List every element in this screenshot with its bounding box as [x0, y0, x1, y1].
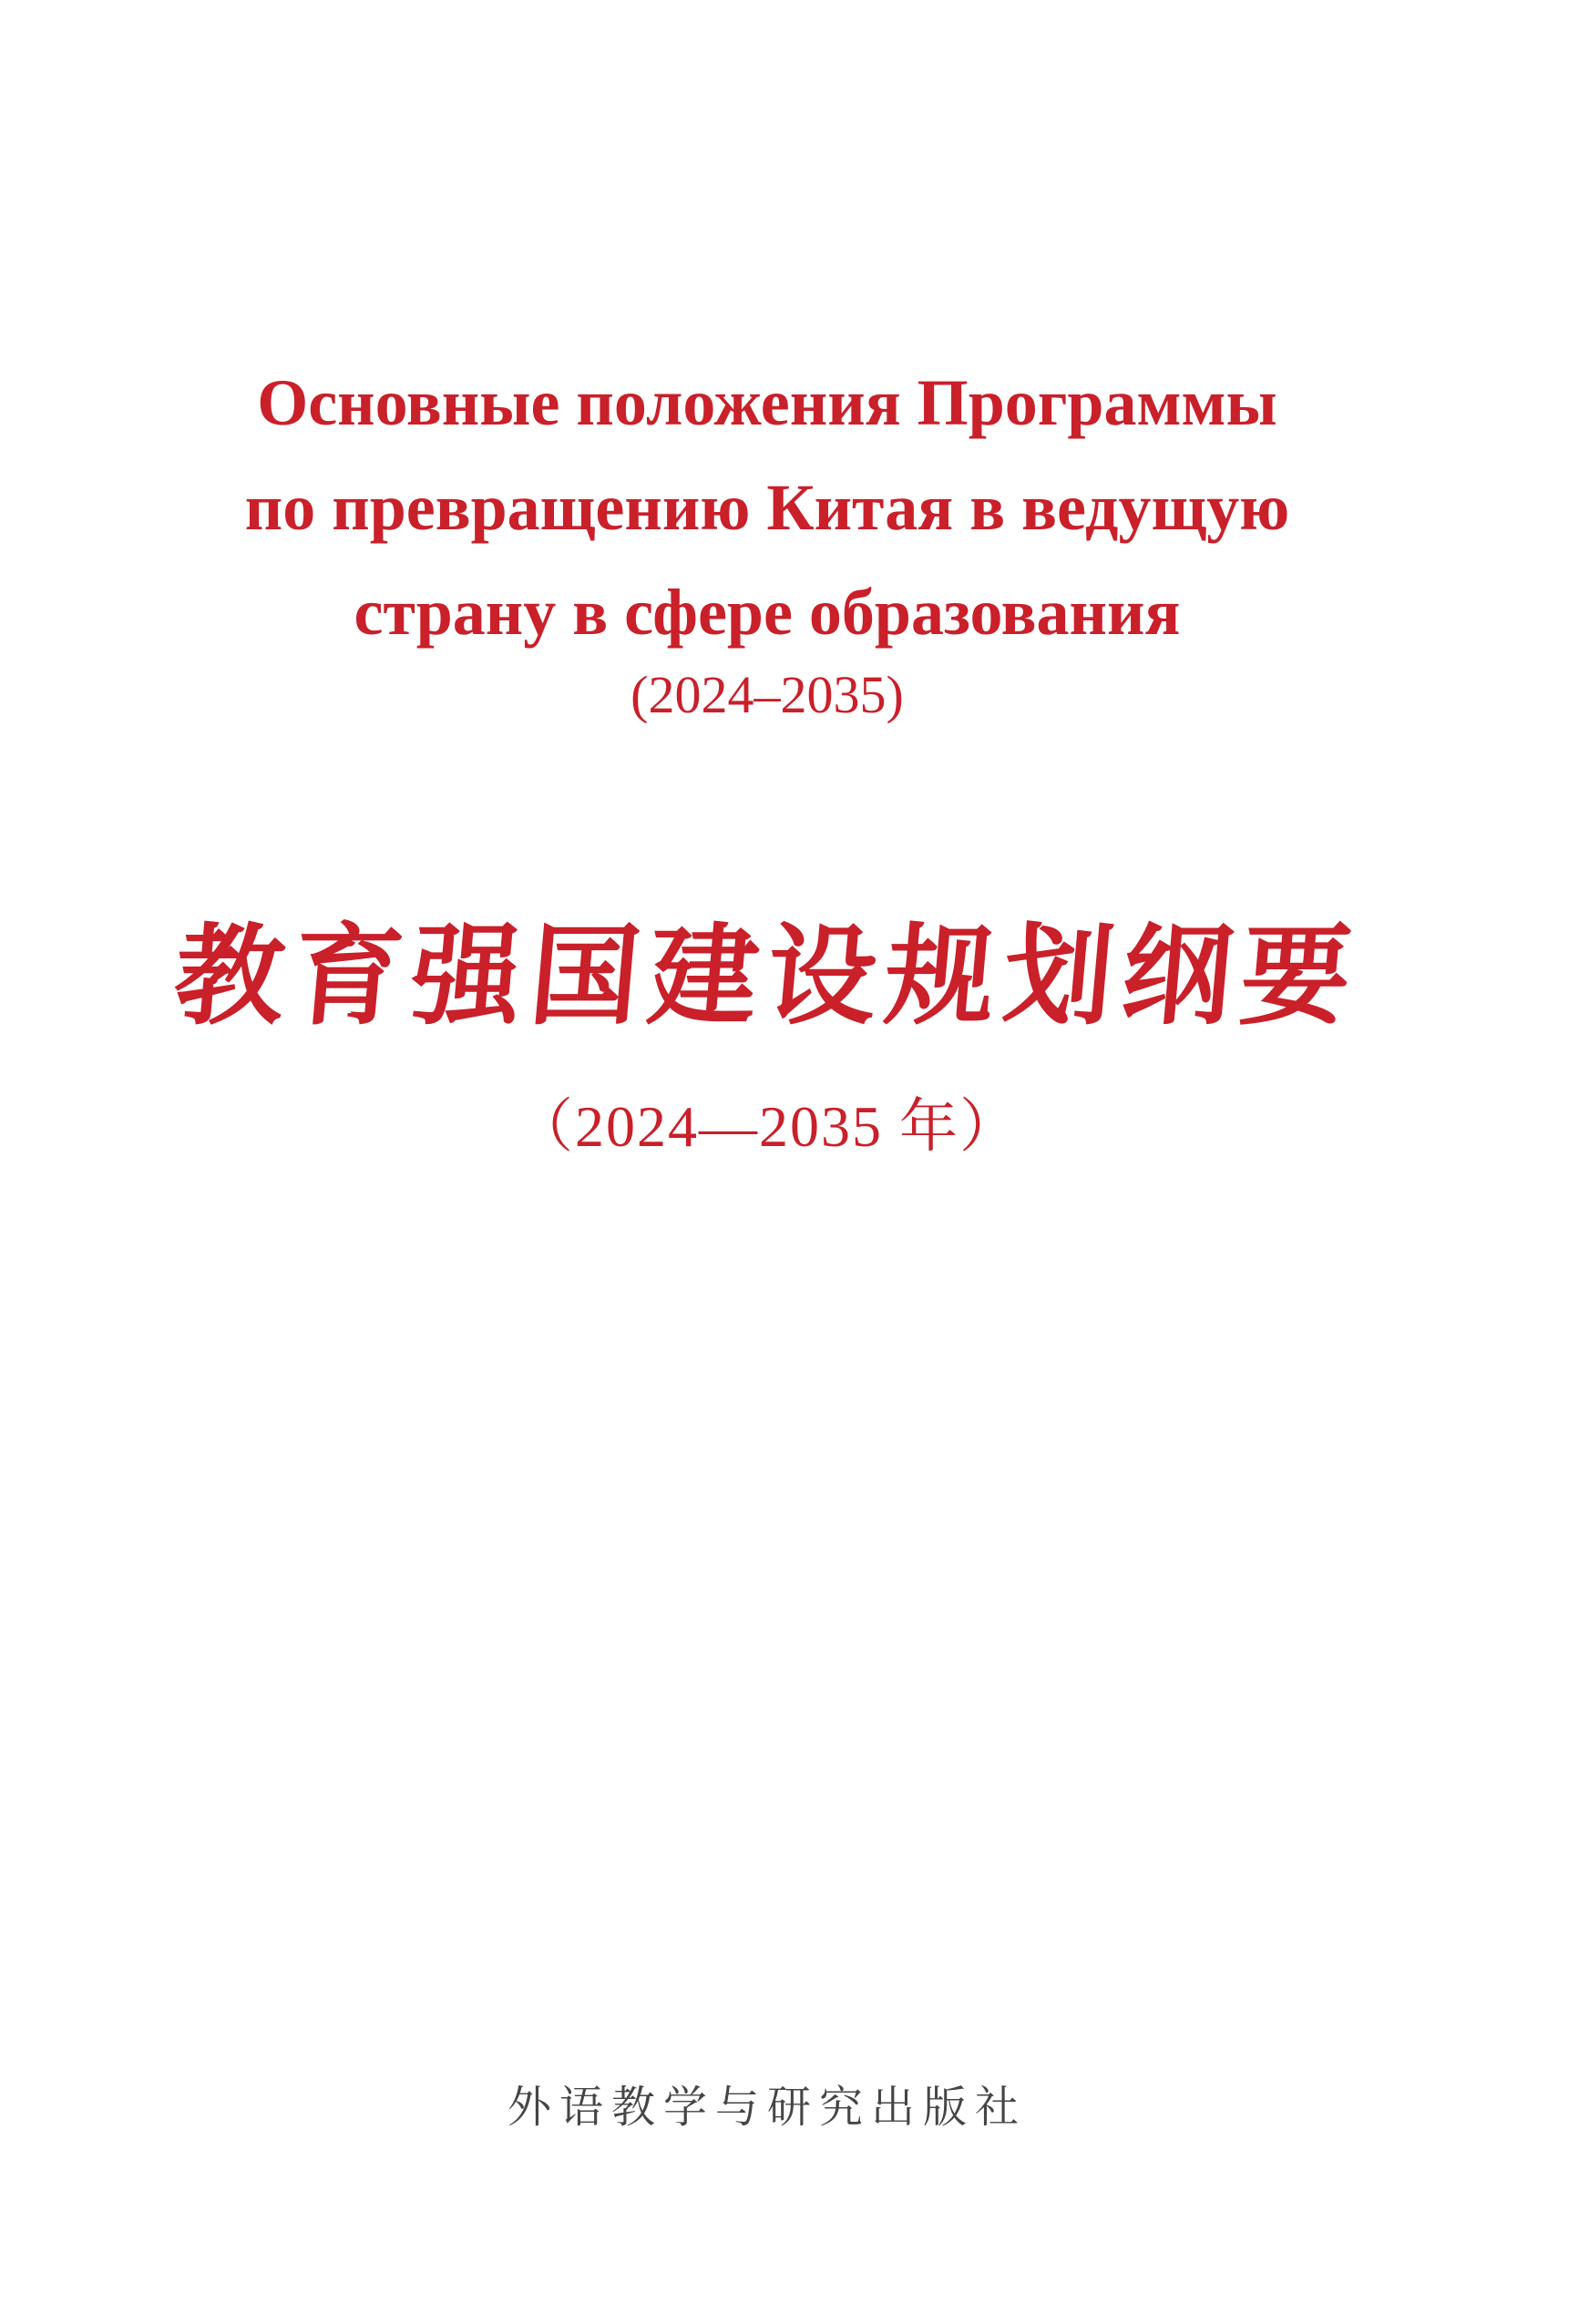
russian-title-line-3: страну в сфере образования	[354, 576, 1181, 649]
russian-title	[0, 351, 1534, 665]
russian-title-line-1: Основные положения Программы	[257, 366, 1277, 439]
chinese-title: 教育强国建设规划纲要	[169, 916, 1365, 1038]
russian-title-line-2: по превращению Китая в ведущую	[244, 471, 1290, 544]
chinese-title-years: （2024—2035 年）	[515, 1094, 1020, 1159]
russian-title-years: (2024–2035)	[630, 665, 904, 724]
publisher-name: 外语教学与研究出版社	[507, 2083, 1027, 2132]
